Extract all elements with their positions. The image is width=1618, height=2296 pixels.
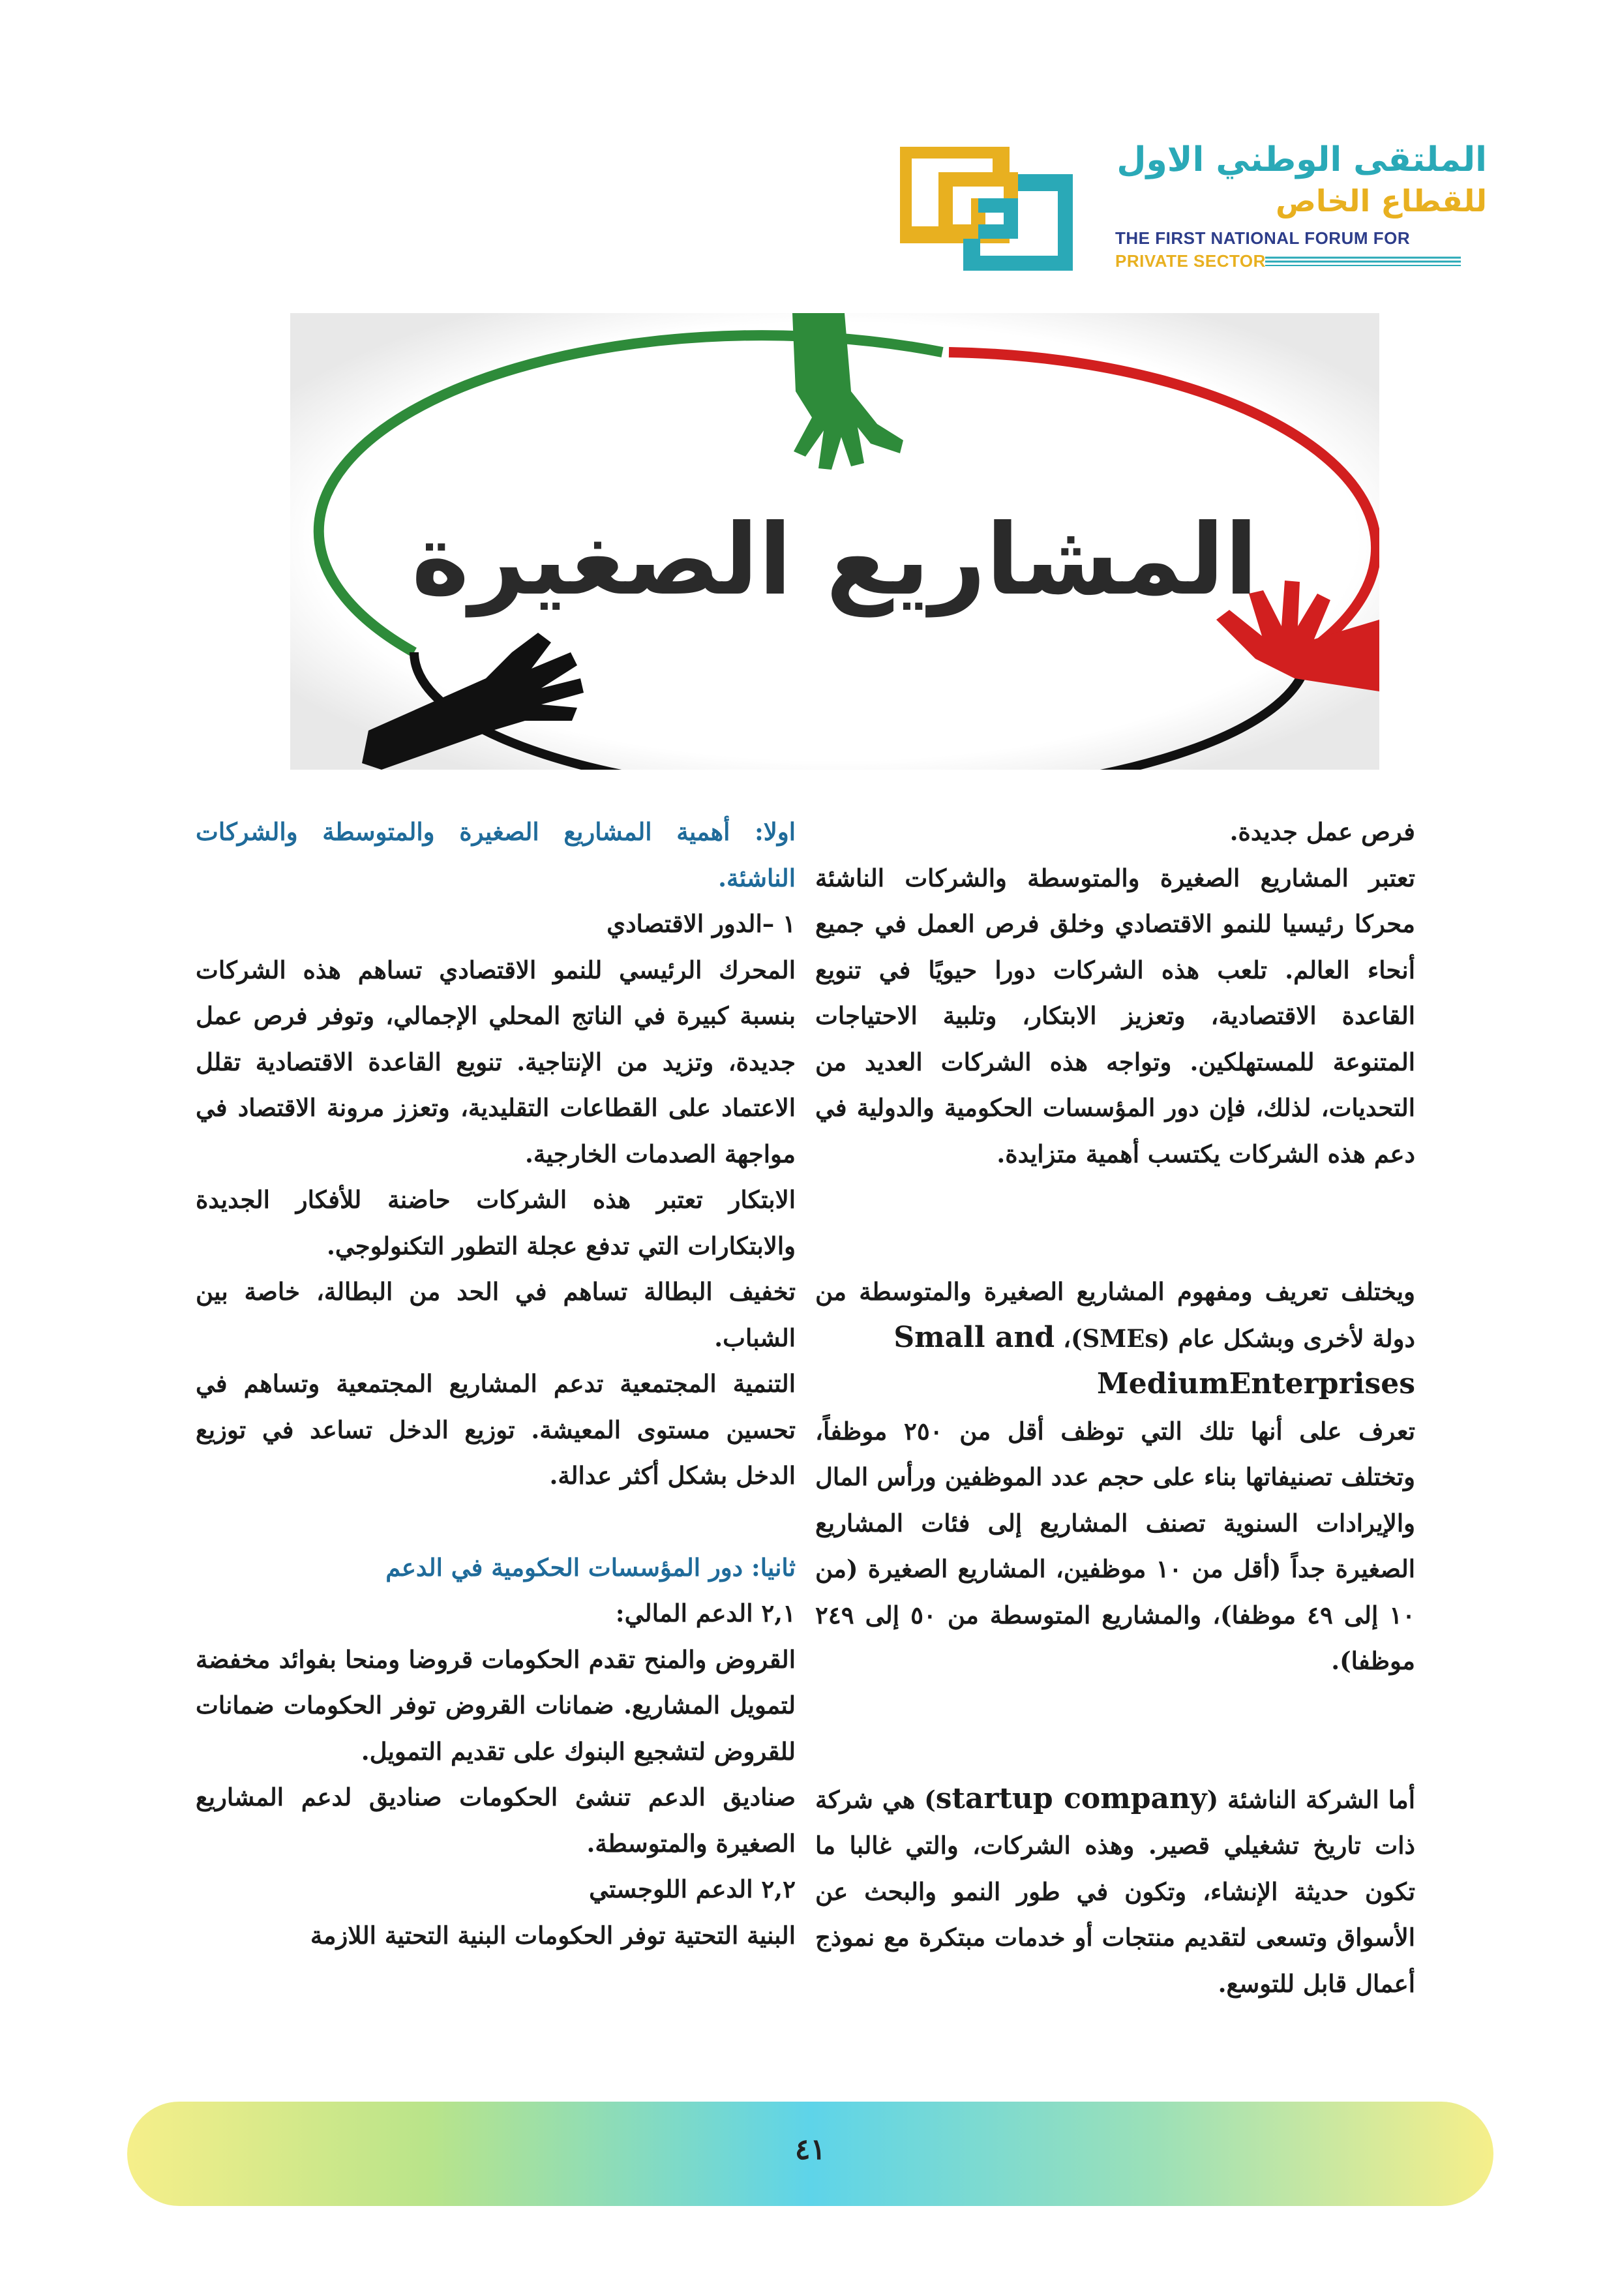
right-p2: تعتبر المشاريع الصغيرة والمتوسطة والشركات الناشئة محركا رئيسيا للنمو الاقتصادي وخلق فرص العمل في جميع أنحاء العالم. تلعب هذه الشركات دورا حيويًا في تنويع القاعدة الاقتصادية، وتعزيز الابتكار، وتلبية الاحتياجات المتنوعة للمستهلكين. وتواجه هذه الشركات العديد من التحديات، لذلك، فإن دور المؤسسات الحكومية والدولية في دعم هذه الشركات يكتسب أهمية متزايدة.	[815, 863, 1415, 1168]
subheading-logistic-support: ٢,٢ الدعم اللوجستي	[589, 1875, 796, 1903]
left-p6: صناديق الدعم تنشئ الحكومات صناديق لدعم المشاريع الصغيرة والمتوسطة.	[196, 1783, 796, 1858]
right-p3-text: ويختلف تعريف ومفهوم المشاريع الصغيرة والمتوسطة من دولة لأخرى وبشكل عام (SMEs)،	[815, 1277, 1415, 1353]
small-projects-illustration	[290, 313, 1379, 770]
right-p5-text-a: أما الشركة الناشئة (	[1206, 1785, 1415, 1814]
logo-english-subtitle: PRIVATE SECTOR	[1115, 251, 1266, 271]
right-column	[815, 809, 1415, 2006]
left-p2: الابتكار تعتبر هذه الشركات حاضنة للأفكار الجديدة والابتكارات التي تدفع عجلة التطور التكنولوجي.	[196, 1185, 796, 1260]
forum-logo	[900, 140, 1487, 271]
section-heading-1: اولا: أهمية المشاريع الصغيرة والمتوسطة والشركات الناشئة.	[196, 817, 796, 892]
right-p3-latin-2: MediumEnterprises	[1097, 1367, 1415, 1400]
page-footer-band	[127, 2102, 1493, 2206]
logo-english-title: THE FIRST NATIONAL FORUM FOR	[1115, 228, 1411, 248]
right-p5-latin: startup company	[935, 1781, 1207, 1815]
right-p3-latin-1: Small and	[893, 1320, 1055, 1354]
left-p3: تخفيف البطالة تساهم في الحد من البطالة، خاصة بين الشباب.	[196, 1277, 796, 1352]
right-p1: فرص عمل جديدة.	[1229, 817, 1415, 846]
page-number: ٤١	[794, 2133, 826, 2166]
left-p7: البنية التحتية توفر الحكومات البنية التحتية اللازمة	[310, 1920, 796, 1950]
left-column	[196, 809, 796, 1958]
hero-title: المشاريع الصغيرة	[412, 504, 1258, 617]
logo-arabic-title: الملتقى الوطني الاول	[1116, 140, 1487, 179]
right-p5	[815, 1776, 1415, 2007]
right-p4: تعرف على أنها تلك التي توظف أقل من ٢٥٠ موظفاً، وتختلف تصنيفاتها بناء على حجم عدد الموظفين ورأس المال والإيرادات السنوية تصنف المشاريع إلى فئات المشاريع الصغيرة جداً (أقل من ١٠ موظفين، المشاريع الصغيرة (من ١٠ إلى ٤٩ موظفا)، والمشاريع المتوسطة من ٥٠ إلى ٢٤٩ موظفا).	[815, 1416, 1416, 1675]
left-p1: المحرك الرئيسي للنمو الاقتصادي تساهم هذه الشركات بنسبة كبيرة في الناتج المحلي الإجمالي، وتوفر فرص عمل جديدة، وتزيد من الإنتاجية. تنويع القاعدة الاقتصادية تقلل الاعتماد على القطاعات التقليدية، وتعزز مرونة الاقتصاد في مواجهة الصدمات الخارجية.	[196, 955, 796, 1168]
subheading-financial-support: ٢,١ الدعم المالي:	[615, 1599, 796, 1627]
subheading-economic-role: ١ –الدور الاقتصادي	[607, 909, 796, 938]
right-p5-text-b: ) هي شركة ذات تاريخ تشغيلي قصير. وهذه الشركات، والتي غالبا ما تكون حديثة الإنشاء، وتكون في طور النمو والبحث عن الأسواق وتسعى لتقديم منتجات أو خدمات مبتكرة مع نموذج أعمال قابل للتوسع.	[815, 1785, 1415, 1998]
logo-arabic-subtitle: للقطاع الخاص	[1275, 183, 1487, 219]
logo-underline-decoration	[1265, 256, 1461, 266]
right-p3	[815, 1269, 1415, 1408]
section-heading-2: ثانيا: دور المؤسسات الحكومية في الدعم	[385, 1552, 796, 1582]
forum-logo-mark-icon	[900, 147, 1073, 271]
left-p4: التنمية المجتمعية تدعم المشاريع المجتمعية وتساهم في تحسين مستوى المعيشة. توزيع الدخل تساعد في توزيع الدخل بشكل أكثر عدالة.	[196, 1369, 796, 1490]
left-p5: القروض والمنح تقدم الحكومات قروضا ومنحا بفوائد مخفضة لتمويل المشاريع. ضمانات القروض توفر الحكومات ضمانات للقروض لتشجيع البنوك على تقديم التمويل.	[196, 1644, 796, 1766]
